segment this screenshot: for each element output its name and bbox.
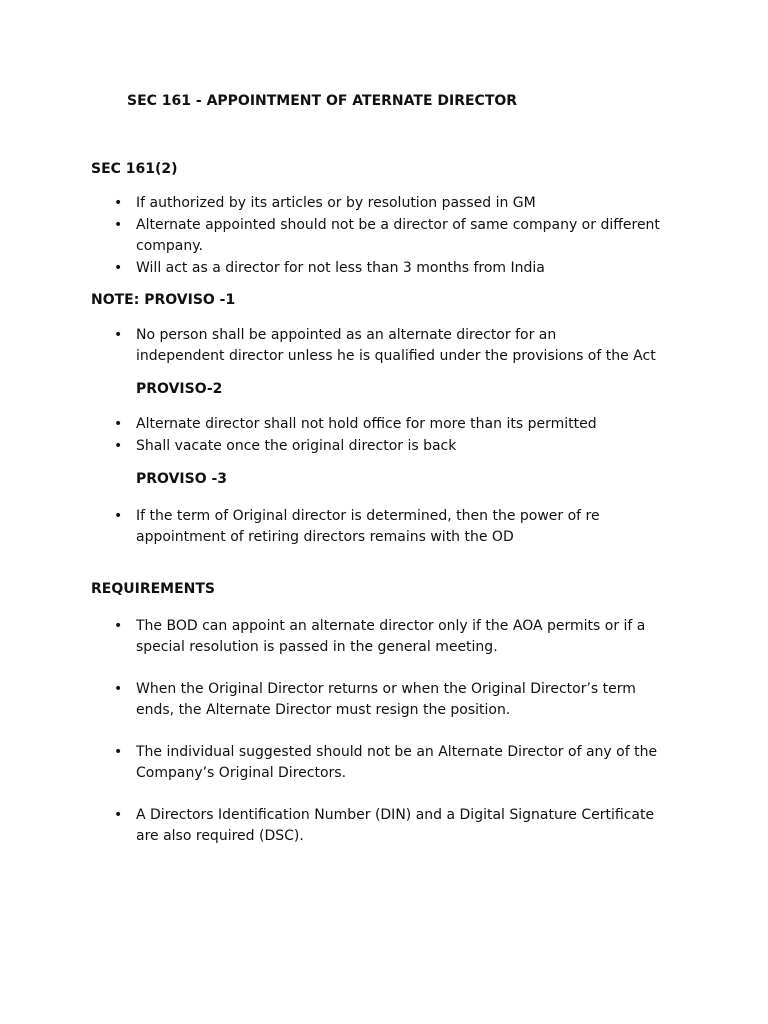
bullet-icon: •: [114, 327, 123, 343]
bullet-icon: •: [114, 416, 123, 432]
bullet-icon: •: [114, 260, 123, 276]
sec-161-2-list: [0, 193, 768, 279]
list-item: • If authorized by its articles or by resolution passed in GM: [0, 193, 676, 214]
proviso-2-list: [0, 414, 768, 457]
bullet-icon: •: [114, 681, 123, 697]
list-item: • Will act as a director for not less than 3 months from India: [0, 258, 676, 279]
document-title: SEC 161 - APPOINTMENT OF ATERNATE DIRECTOR: [127, 93, 518, 109]
proviso-3-list: [0, 506, 768, 548]
bullet-icon: •: [114, 508, 123, 524]
list-item: • Alternate appointed should not be a director of same company or different company.: [114, 217, 660, 254]
note-proviso-1-heading: NOTE: PROVISO -1: [91, 292, 236, 308]
proviso-3-heading: PROVISO -3: [136, 471, 228, 487]
bullet-icon: •: [114, 744, 123, 760]
bullet-icon: •: [114, 217, 123, 233]
requirements-list: [0, 616, 768, 847]
bullet-icon: •: [114, 438, 123, 454]
list-item: • Alternate director shall not hold office for more than its permitted: [0, 414, 676, 435]
list-item: • No person shall be appointed as an alternate director for an independent director unless he is qualified under the provisions of the Act: [114, 327, 656, 364]
proviso-2-heading: PROVISO-2: [136, 381, 223, 397]
list-item: • When the Original Director returns or when the Original Director’s term ends, the Alternate Director must resign the position.: [114, 681, 636, 718]
bullet-icon: •: [114, 195, 123, 211]
requirements-heading: REQUIREMENTS: [91, 581, 216, 597]
section-heading-sec-161-2: SEC 161(2): [91, 161, 178, 177]
list-item: • If the term of Original director is determined, then the power of re appointment of retiring directors remains with the OD: [114, 508, 600, 545]
bullet-icon: •: [114, 618, 123, 634]
list-item: • The individual suggested should not be an Alternate Director of any of the Company’s Original Directors.: [114, 744, 658, 781]
proviso-1-list: [0, 325, 768, 367]
list-item: • A Directors Identification Number (DIN) and a Digital Signature Certificate are also required (DSC).: [114, 807, 655, 844]
list-item: • Shall vacate once the original director is back: [0, 436, 676, 457]
list-item: • The BOD can appoint an alternate director only if the AOA permits or if a special resolution is passed in the general meeting.: [114, 618, 646, 655]
bullet-icon: •: [114, 807, 123, 823]
